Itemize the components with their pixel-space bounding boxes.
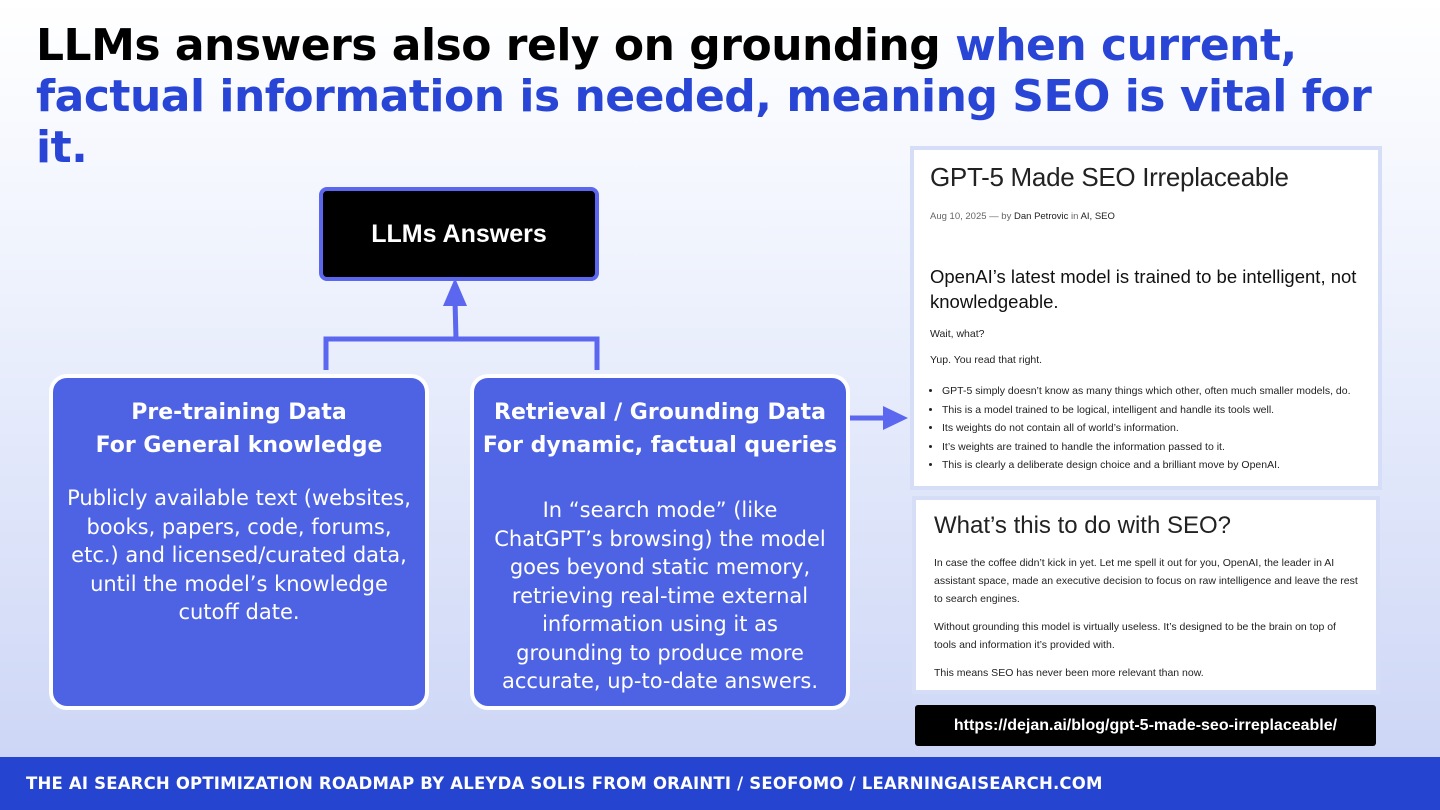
section-heading: What’s this to do with SEO?: [934, 512, 1232, 539]
card-title-line1: Pre-training Data: [131, 400, 347, 425]
article-screenshot: [910, 146, 1382, 490]
title-part-2-accent: when current, factual information is needed, meaning SEO is vital for it.: [36, 20, 1372, 173]
article-seo-section: [912, 496, 1380, 694]
article-paragraph: Wait, what?: [930, 328, 985, 340]
article-author: Dan Petrovic: [1014, 211, 1069, 222]
list-item: • This is a model trained to be logical, intelligent and handle its tools well.: [942, 401, 1362, 420]
article-in-label: in: [1071, 211, 1079, 222]
title-part-1: LLMs answers also rely on grounding: [36, 20, 956, 71]
article-bullet-list: [930, 382, 1362, 475]
right-arrow-icon: [883, 406, 908, 430]
article-date: Aug 10, 2025: [930, 211, 987, 222]
article-meta: [930, 211, 1362, 222]
list-item: • This is clearly a deliberate design choice and a brilliant move by OpenAI.: [942, 456, 1362, 475]
card-title-line2: For General knowledge: [95, 433, 383, 458]
up-arrow-icon: [443, 278, 467, 306]
card-title-line1: Retrieval / Grounding Data: [494, 400, 826, 425]
footer-banner: THE AI SEARCH OPTIMIZATION ROADMAP BY ALEYDA SOLIS FROM ORAINTI / SEOFOMO / LEARNINGAISEARCH.COM: [0, 757, 1440, 810]
card-body: In “search mode” (like ChatGPT’s browsing) the model goes beyond static memory, retrieving real-time external information using it as grounding to produce more accurate, up-to-date answers.: [494, 498, 826, 693]
card-title: [53, 396, 425, 462]
section-paragraph: Without grounding this model is virtually useless. It’s designed to be the brain on top of tools and information it’s provided with.: [934, 621, 1336, 651]
retrieval-grounding-card: [470, 374, 850, 710]
list-item: • Its weights do not contain all of world’s information.: [942, 419, 1362, 438]
llm-answers-box: LLMs Answers: [319, 187, 599, 281]
section-paragraph: In case the coffee didn’t kick in yet. Let me spell it out for you, OpenAI, the leader in AI assistant space, made an executive decision to focus on raw intelligence and leave the rest to search engines.: [934, 557, 1358, 605]
article-by-label: — by: [989, 211, 1012, 222]
section-paragraph: This means SEO has never been more relevant than now.: [934, 667, 1204, 679]
article-title: GPT-5 Made SEO Irreplaceable: [930, 162, 1289, 192]
list-item: • It’s weights are trained to handle the information passed to it.: [942, 438, 1362, 457]
pretraining-data-card: [49, 374, 429, 710]
article-categories: AI, SEO: [1080, 211, 1115, 222]
article-paragraph: Yup. You read that right.: [930, 354, 1043, 366]
card-body: Publicly available text (websites, books, papers, code, forums, etc.) and licensed/curated data, until the model’s knowledge cutoff date.: [67, 486, 411, 624]
list-item: • GPT-5 simply doesn’t know as many things which other, often much smaller models, do.: [942, 382, 1362, 401]
card-title: [474, 396, 846, 462]
article-lead: OpenAI’s latest model is trained to be intelligent, not knowledgeable.: [930, 266, 1357, 312]
source-url: https://dejan.ai/blog/gpt-5-made-seo-irreplaceable/: [915, 705, 1376, 746]
merge-connector: [326, 339, 597, 370]
card-title-line2: For dynamic, factual queries: [482, 433, 838, 458]
